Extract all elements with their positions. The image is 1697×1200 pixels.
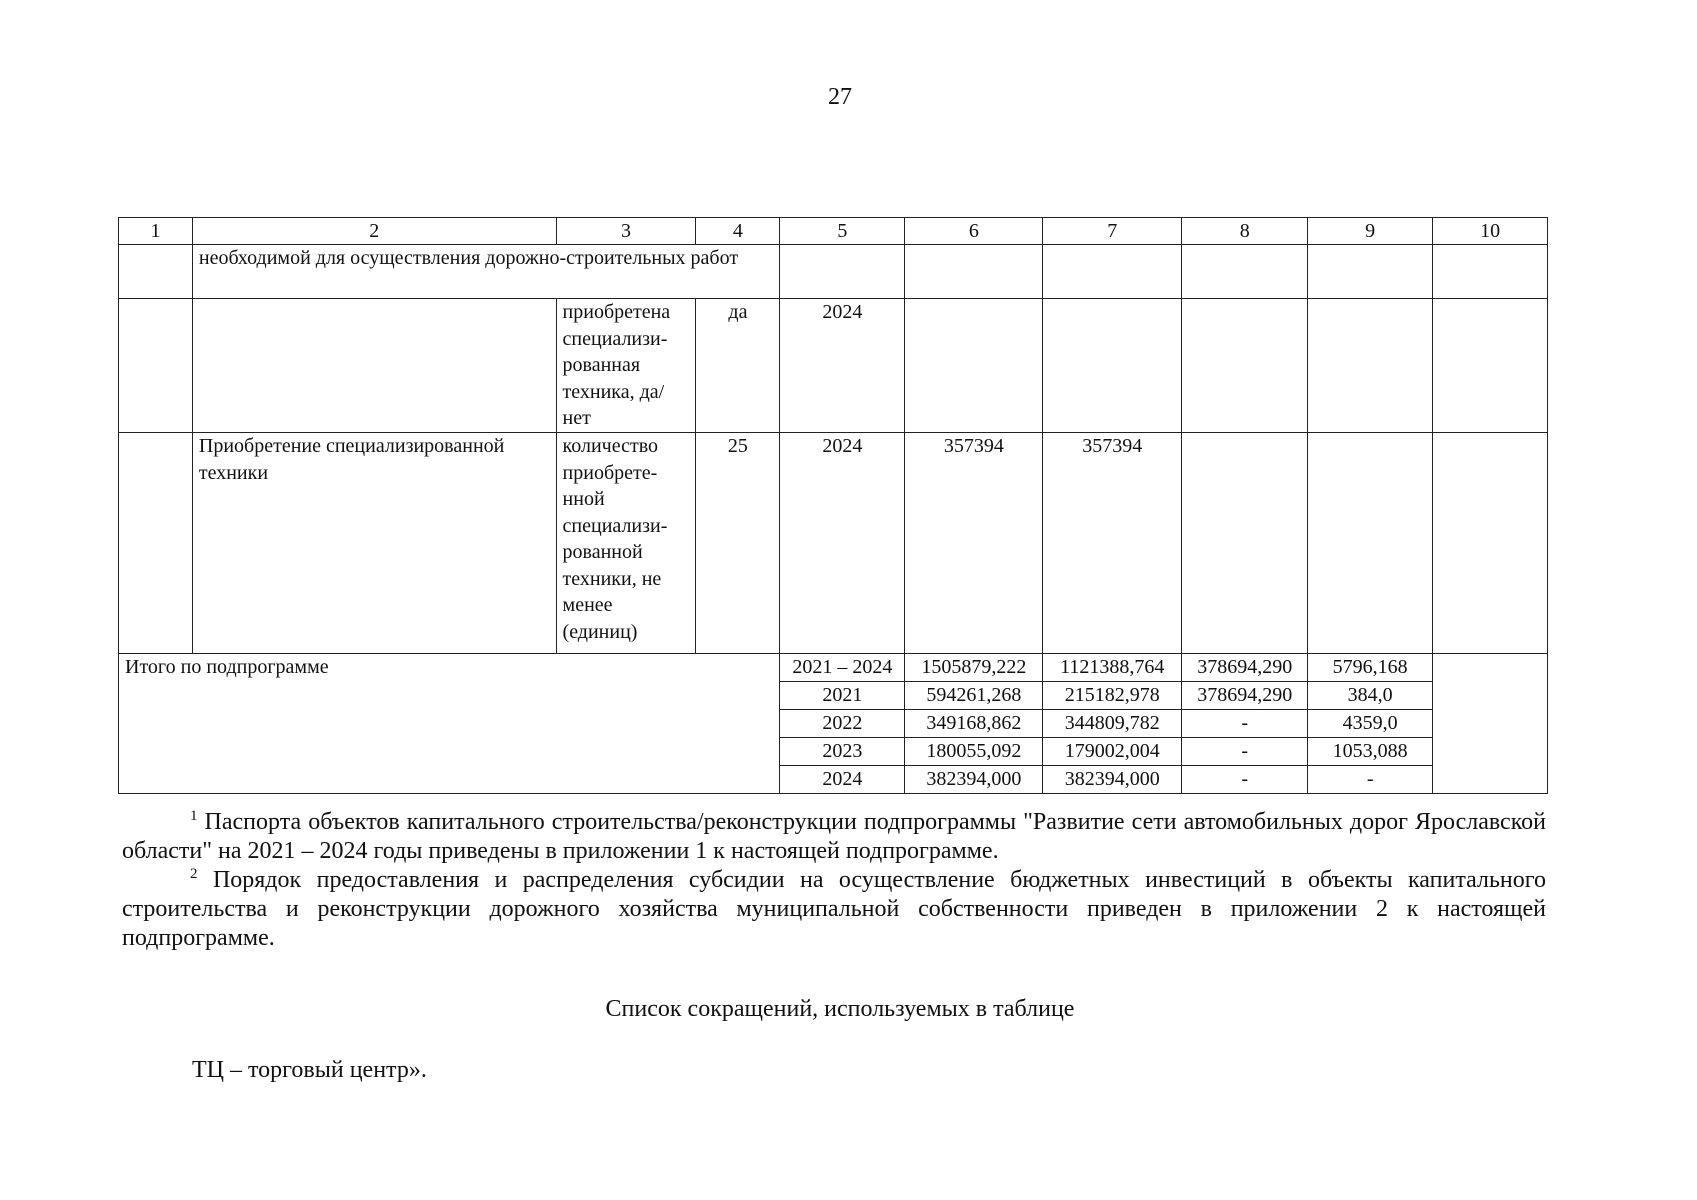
total-amount: 594261,268 xyxy=(905,682,1043,710)
total-amount: 215182,978 xyxy=(1043,682,1182,710)
total-amount: 382394,000 xyxy=(1043,766,1182,794)
total-amount: 378694,290 xyxy=(1182,654,1308,682)
page-number: 27 xyxy=(828,84,852,110)
footnote-text: Паспорта объектов капитального строительства/реконструкции подпрограммы "Развитие сети автомобильных дорог Ярославской области" на 2021 – 2024 годы приведены в приложении 1 к настоящей подпрограмме. xyxy=(122,809,1546,864)
column-number: 3 xyxy=(556,218,696,245)
total-amount: 382394,000 xyxy=(905,766,1043,794)
total-amount: 1505879,222 xyxy=(905,654,1043,682)
footnote xyxy=(122,808,1546,866)
total-amount: 5796,168 xyxy=(1308,654,1433,682)
table-row xyxy=(119,245,1548,299)
indicator-value: 25 xyxy=(696,433,780,654)
total-period: 2021 xyxy=(780,682,905,710)
period: 2024 xyxy=(780,299,905,433)
total-amount: - xyxy=(1182,710,1308,738)
column-number: 1 xyxy=(119,218,193,245)
total-label: Итого по подпрограмме xyxy=(119,654,780,794)
total-period: 2023 xyxy=(780,738,905,766)
footnote-mark: 2 xyxy=(190,866,198,882)
column-number: 5 xyxy=(780,218,905,245)
indicator-name: приобретена специализи-рованная техника, да/нет xyxy=(556,299,696,433)
total-amount: 344809,782 xyxy=(1043,710,1182,738)
total-row xyxy=(119,654,1548,682)
total-amount: - xyxy=(1308,766,1433,794)
total-period: 2021 – 2024 xyxy=(780,654,905,682)
total-amount: 1053,088 xyxy=(1308,738,1433,766)
total-amount: 4359,0 xyxy=(1308,710,1433,738)
budget-table xyxy=(118,217,1548,794)
total-amount: 349168,862 xyxy=(905,710,1043,738)
indicator-name: количество приобрете-нной специализи-рованной техники, не менее (единиц) xyxy=(556,433,696,654)
footnote-mark: 1 xyxy=(190,808,198,824)
amount-source: 357394 xyxy=(1043,433,1182,654)
column-number: 2 xyxy=(192,218,556,245)
total-amount: - xyxy=(1182,766,1308,794)
continued-task-name: необходимой для осуществления дорожно-строительных работ xyxy=(192,245,780,299)
amount-total: 357394 xyxy=(905,433,1043,654)
column-number: 7 xyxy=(1043,218,1182,245)
column-number: 10 xyxy=(1433,218,1548,245)
abbreviation-item: ТЦ – торговый центр». xyxy=(192,1057,427,1083)
footnote-text: Порядок предоставления и распределения субсидии на осуществление бюджетных инвестиций в объекты капитального строительства и реконструкции дорожного хозяйства муниципальной собственности приведен в приложении 2 к настоящей подпрограмме. xyxy=(122,867,1546,951)
period: 2024 xyxy=(780,433,905,654)
column-number: 4 xyxy=(696,218,780,245)
total-amount: 384,0 xyxy=(1308,682,1433,710)
total-amount: 378694,290 xyxy=(1182,682,1308,710)
total-amount: 179002,004 xyxy=(1043,738,1182,766)
table-row xyxy=(119,299,1548,433)
total-amount: - xyxy=(1182,738,1308,766)
table-row xyxy=(119,433,1548,654)
total-period: 2024 xyxy=(780,766,905,794)
total-period: 2022 xyxy=(780,710,905,738)
footnote xyxy=(122,866,1546,953)
column-number: 6 xyxy=(905,218,1043,245)
indicator-value: да xyxy=(696,299,780,433)
column-number: 9 xyxy=(1308,218,1433,245)
total-amount: 1121388,764 xyxy=(1043,654,1182,682)
column-number-row xyxy=(119,218,1548,245)
abbreviations-title: Список сокращений, используемых в таблице xyxy=(605,996,1075,1022)
task-name: Приобретение специализированной техники xyxy=(192,433,556,654)
total-amount: 180055,092 xyxy=(905,738,1043,766)
column-number: 8 xyxy=(1182,218,1308,245)
footnotes xyxy=(122,808,1546,953)
